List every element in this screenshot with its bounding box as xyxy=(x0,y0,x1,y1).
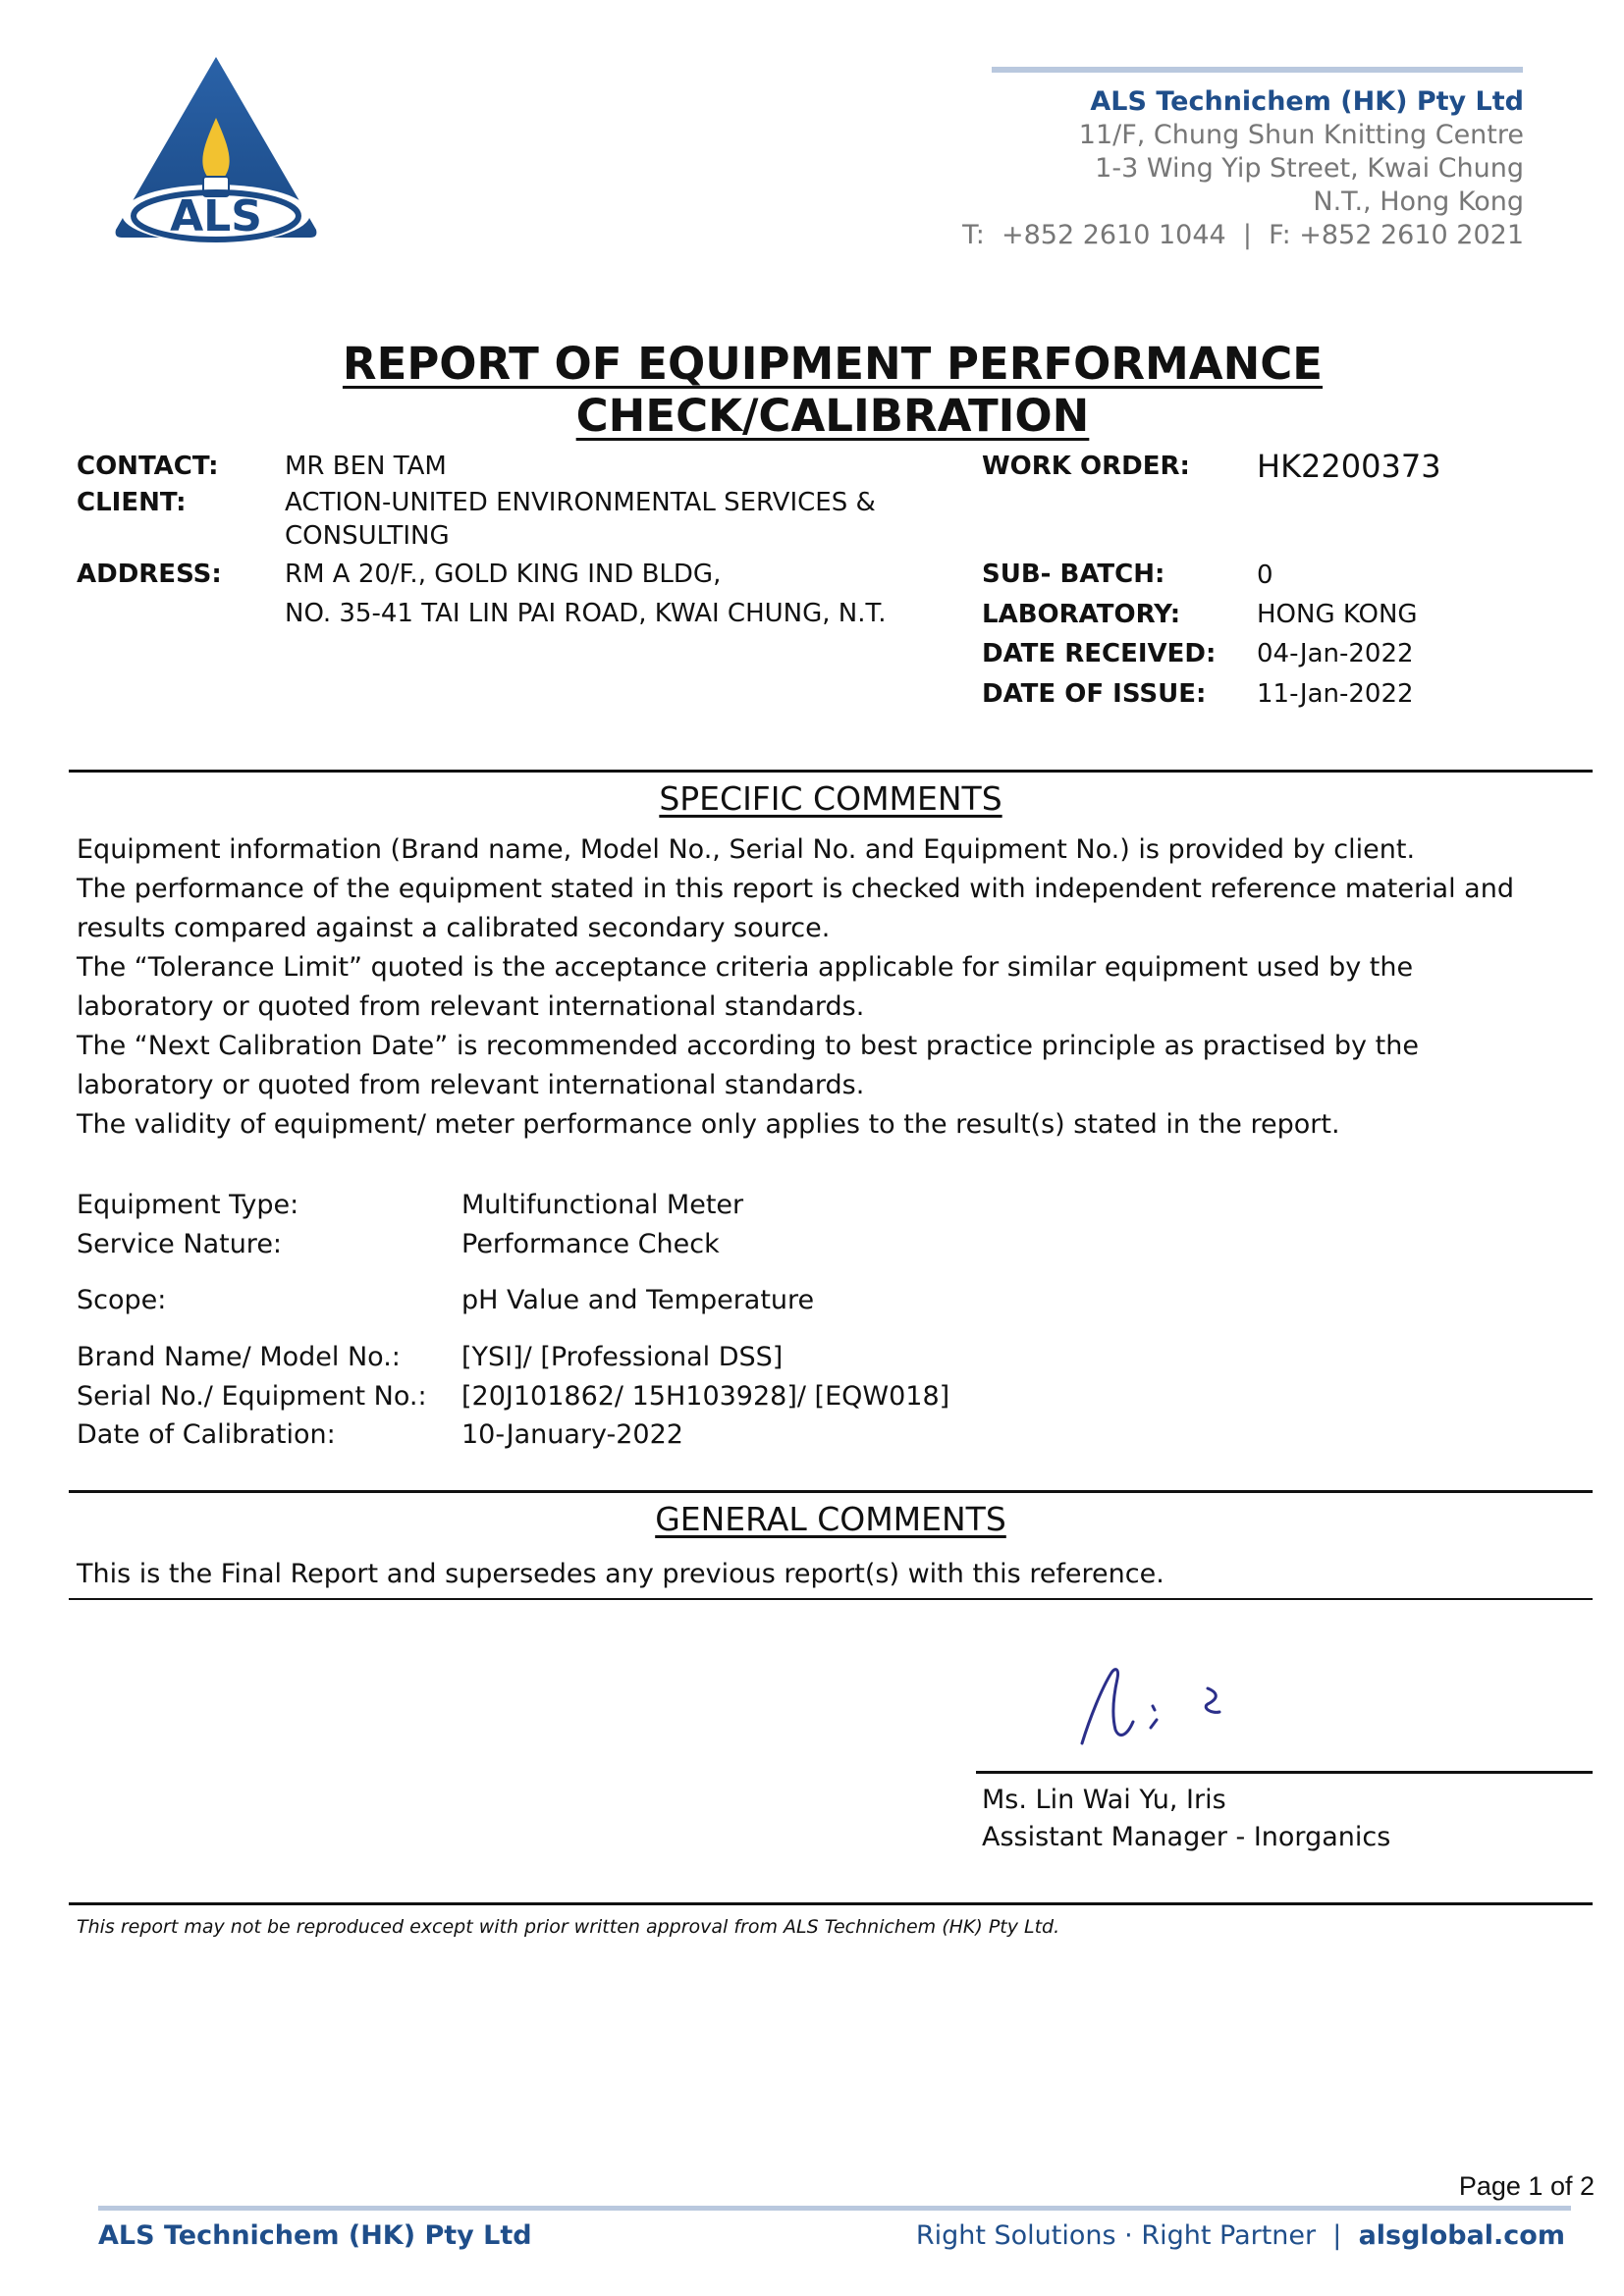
client-label: CLIENT: xyxy=(77,488,187,517)
signatory-name: Ms. Lin Wai Yu, Iris xyxy=(982,1785,1226,1815)
scope-value: pH Value and Temperature xyxy=(461,1285,815,1315)
contact-value: MR BEN TAM xyxy=(285,452,447,481)
logo-text: ALS xyxy=(170,191,262,241)
service-nature-value: Performance Check xyxy=(461,1229,720,1259)
specific-comments-heading: SPECIFIC COMMENTS xyxy=(659,779,1002,818)
signatory-role: Assistant Manager - Inorganics xyxy=(982,1822,1391,1852)
footer-website[interactable]: alsglobal.com xyxy=(1358,2220,1565,2251)
work-order-value: HK2200373 xyxy=(1257,448,1441,485)
sub-batch-value: 0 xyxy=(1257,561,1273,590)
general-comments-heading: GENERAL COMMENTS xyxy=(655,1500,1006,1538)
footer-rule xyxy=(98,2206,1571,2211)
serial-equipment-value: [20J101862/ 15H103928]/ [EQW018] xyxy=(461,1381,950,1412)
specific-comment-line: laboratory or quoted from relevant international standards. xyxy=(77,1070,865,1100)
laboratory-value: HONG KONG xyxy=(1257,600,1418,629)
footer-tagline-block xyxy=(916,2220,1565,2251)
serial-equipment-label: Serial No./ Equipment No.: xyxy=(77,1381,427,1412)
date-of-issue-value: 11-Jan-2022 xyxy=(1257,679,1414,709)
header-rule xyxy=(992,67,1523,73)
specific-comment-line: The “Tolerance Limit” quoted is the acceptance criteria applicable for similar equipment used by the xyxy=(77,952,1414,983)
footer-company: ALS Technichem (HK) Pty Ltd xyxy=(98,2220,532,2251)
company-phone-fax: T: +852 2610 1044 | F: +852 2610 2021 xyxy=(962,220,1524,250)
section-divider xyxy=(69,1598,1593,1600)
specific-comment-line: The validity of equipment/ meter performance only applies to the result(s) stated in the report. xyxy=(77,1109,1340,1140)
laboratory-label: LABORATORY: xyxy=(982,600,1181,629)
page-number: Page 1 of 2 xyxy=(1458,2171,1595,2201)
client-value-line-1: ACTION-UNITED ENVIRONMENTAL SERVICES & xyxy=(285,488,876,517)
brand-model-value: [YSI]/ [Professional DSS] xyxy=(461,1342,784,1372)
contact-label: CONTACT: xyxy=(77,452,219,481)
company-address-line-1: 11/F, Chung Shun Knitting Centre xyxy=(1078,120,1524,150)
date-received-label: DATE RECEIVED: xyxy=(982,639,1217,668)
date-received-value: 04-Jan-2022 xyxy=(1257,639,1414,668)
address-label: ADDRESS: xyxy=(77,560,222,589)
specific-comment-line: laboratory or quoted from relevant international standards. xyxy=(77,991,865,1022)
work-order-label: WORK ORDER: xyxy=(982,452,1190,481)
date-of-calibration-label: Date of Calibration: xyxy=(77,1419,336,1450)
service-nature-label: Service Nature: xyxy=(77,1229,283,1259)
sub-batch-label: SUB- BATCH: xyxy=(982,560,1165,589)
company-address-line-2: 1-3 Wing Yip Street, Kwai Chung xyxy=(1095,153,1524,184)
address-value-line-2: NO. 35-41 TAI LIN PAI ROAD, KWAI CHUNG, N.T. xyxy=(285,599,887,628)
address-value-line-1: RM A 20/F., GOLD KING IND BLDG, xyxy=(285,560,722,589)
date-of-issue-label: DATE OF ISSUE: xyxy=(982,679,1207,709)
date-of-calibration-value: 10-January-2022 xyxy=(461,1419,683,1450)
equipment-type-label: Equipment Type: xyxy=(77,1190,299,1220)
company-address-line-3: N.T., Hong Kong xyxy=(1313,187,1524,217)
scope-label: Scope: xyxy=(77,1285,167,1315)
company-name: ALS Technichem (HK) Pty Ltd xyxy=(1090,86,1524,117)
equipment-type-value: Multifunctional Meter xyxy=(461,1190,744,1220)
brand-model-label: Brand Name/ Model No.: xyxy=(77,1342,401,1372)
signature-line xyxy=(976,1771,1593,1774)
specific-comment-line: The performance of the equipment stated in this report is checked with independent reference material and xyxy=(77,874,1514,904)
signature xyxy=(1070,1649,1237,1757)
specific-comment-line: Equipment information (Brand name, Model No., Serial No. and Equipment No.) is provided by client. xyxy=(77,834,1416,865)
als-logo xyxy=(108,51,324,252)
footnote-divider xyxy=(69,1902,1593,1905)
section-divider xyxy=(69,770,1593,773)
section-divider xyxy=(69,1490,1593,1493)
report-title: REPORT OF EQUIPMENT PERFORMANCE CHECK/CALIBRATION xyxy=(342,338,1324,442)
specific-comment-line: results compared against a calibrated secondary source. xyxy=(77,913,831,943)
general-comments-text: This is the Final Report and supersedes any previous report(s) with this reference. xyxy=(77,1559,1164,1589)
footer-tagline: Right Solutions · Right Partner | xyxy=(915,2220,1359,2251)
specific-comment-line: The “Next Calibration Date” is recommended according to best practice principle as practised by the xyxy=(77,1031,1419,1061)
reproduction-notice: This report may not be reproduced except with prior written approval from ALS Technichem (HK) Pty Ltd. xyxy=(77,1916,1060,1938)
specific-comments-body xyxy=(77,830,1569,1145)
client-value-line-2: CONSULTING xyxy=(285,521,450,551)
